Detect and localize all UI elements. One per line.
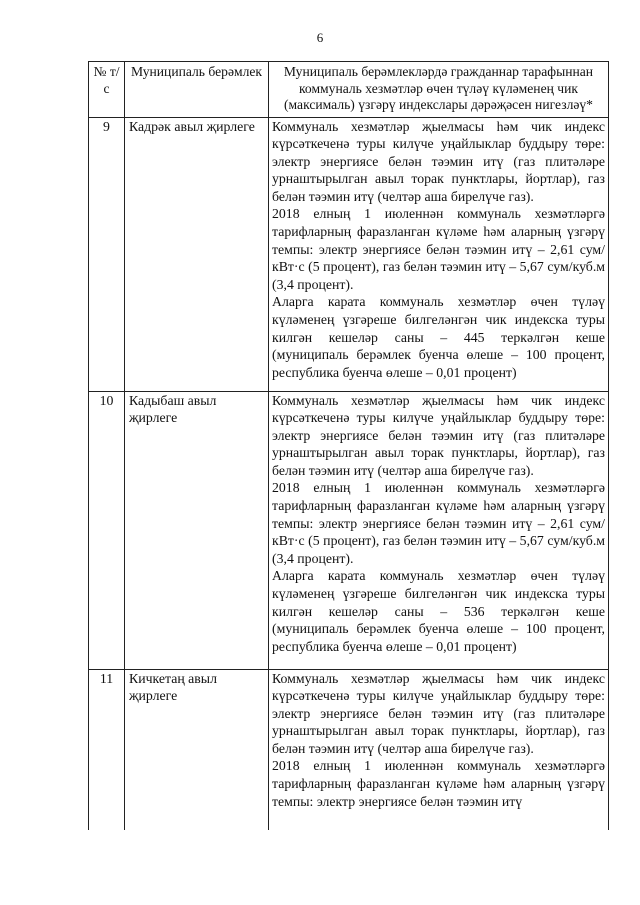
row-number: 11: [89, 669, 125, 830]
justification-cell: [269, 117, 609, 391]
row-number: 10: [89, 391, 125, 669]
page-number: 6: [316, 30, 324, 45]
population-paragraph: Аларга карата коммуналь хезмәтләр өчен түләү күләменең үзгәреше билгеләнгән чик индекска туры килгән кешеләр саны – 445 теркәлгән кеше (муниципаль берәмлек буенча өлеше – 100 процент, республика буенча өлеше – 0,01 процент): [272, 294, 605, 380]
municipality-name: Кадыбаш авыл җирлеге: [125, 391, 269, 669]
table-row: [89, 117, 609, 391]
tariffs-paragraph: 2018 елның 1 июленнән коммуналь хезмәтләргә тарифларның фаразланган күләме һәм аларның үзгәрү темпы: электр энергиясе белән тәэмин итү – 2,61 сум/кВт·с (5 процент), газ белән тәэмин итү – 5,67 сум/куб.м (3,4 процент).: [272, 480, 605, 566]
table-row: [89, 391, 609, 669]
utilities-paragraph: Коммуналь хезмәтләр җыелмасы һәм чик индекс күрсәткеченә туры килүче уңайлыклар буддыру төре: электр энергиясе белән тәэмин итү (газ плитәләре урнаштырылган авыл торак пунктлары, йортлар), газ белән тәэмин итү (челтәр аша бирелүче газ).: [272, 392, 605, 478]
table-header-row: [89, 62, 609, 118]
justification-cell: [269, 391, 609, 669]
header-num: № т/с: [89, 62, 125, 118]
table-row: [89, 669, 609, 830]
header-municipality: Муниципаль берәмлек: [125, 62, 269, 118]
utilities-paragraph: Коммуналь хезмәтләр җыелмасы һәм чик индекс күрсәткеченә туры килүче уңайлыклар буддыру төре: электр энергиясе белән тәэмин итү (газ плитәләре урнаштырылган авыл торак пунктлары, йортлар), газ белән тәэмин итү (челтәр аша бирелүче газ).: [272, 118, 605, 204]
tariffs-paragraph: 2018 елның 1 июленнән коммуналь хезмәтләргә тарифларның фаразланган күләме һәм аларның үзгәрү темпы: электр энергиясе белән тәэмин итү – 2,61 сум/кВт·с (5 процент), газ белән тәэмин итү – 5,67 сум/куб.м (3,4 процент).: [272, 206, 605, 292]
population-paragraph: Аларга карата коммуналь хезмәтләр өчен түләү күләменең үзгәреше билгеләнгән чик индекска туры килгән кешеләр саны – 536 теркәлгән кеше (муниципаль берәмлек буенча өлеше – 100 процент, республика буенча өлеше – 0,01 процент): [272, 568, 605, 654]
indices-table: [88, 61, 609, 830]
row-number: 9: [89, 117, 125, 391]
municipality-name: Кичкетаң авыл җирлеге: [125, 669, 269, 830]
tariffs-paragraph: 2018 елның 1 июленнән коммуналь хезмәтләргә тарифларның фаразланган күләме һәм аларның үзгәрү темпы: электр энергиясе белән тәэмин итү: [272, 758, 605, 809]
municipality-name: Кадрәк авыл җирлеге: [125, 117, 269, 391]
utilities-paragraph: Коммуналь хезмәтләр җыелмасы һәм чик индекс күрсәткеченә туры килүче уңайлыклар буддыру төре: электр энергиясе белән тәэмин итү (газ плитәләре урнаштырылган авыл торак пунктлары, йортлар), газ белән тәэмин итү (челтәр аша бирелүче газ).: [272, 670, 605, 756]
justification-cell: [269, 669, 609, 830]
header-justification: Муниципаль берәмлекләрдә гражданнар тарафыннан коммуналь хезмәтләр өчен түләү күләменең чик (максималь) үзгәрү индекслары дәрәҗәсен нигезләү*: [269, 62, 609, 118]
